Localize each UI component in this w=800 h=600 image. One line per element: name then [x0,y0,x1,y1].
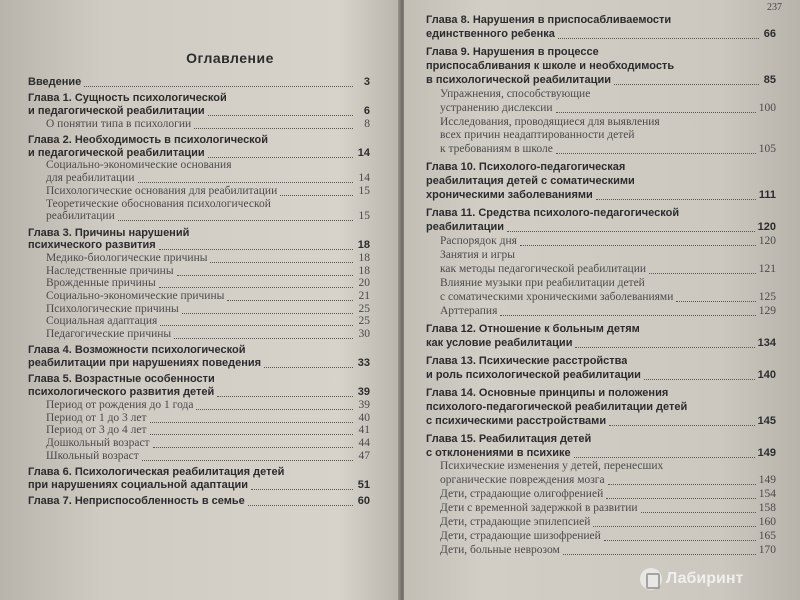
toc-entry-text: и роль психологической реабилитации [426,368,641,381]
toc-entry-page: 111 [758,189,776,202]
leader-dots [280,194,353,196]
toc-entry-page: 125 [758,290,776,303]
toc-entry [46,210,370,223]
leader-dots [604,539,756,541]
leader-dots [609,424,755,426]
toc-entry-text: Социально-экономические основания [46,159,232,172]
toc-entry-text: О понятии типа в психологии [46,117,192,130]
toc-entry-text: Теоретические обоснования психологической [46,197,271,210]
toc-entry-page: 66 [763,27,776,40]
toc-entry-text: Влияние музыки при реабилитации детей [440,276,645,289]
toc-entry-text: всех причин неадаптированности детей [440,129,635,142]
toc-entry-text: Психологические основания для реабилитации [46,184,278,197]
toc-entry-text: Дети, страдающие шизофренией [440,529,601,542]
toc-entry-page: 120 [757,221,776,234]
toc-entry-text: Введение [28,76,82,88]
leader-dots [142,459,353,461]
toc-entry-page: 3 [363,76,370,88]
toc-entry-text: Врожденные причины [46,277,156,290]
toc-entry-text: Глава 1. Сущность психологической [28,92,227,105]
toc-entry-text: Наследственные причины [46,264,174,277]
toc-entry-text: Дети с временной задержкой в развитии [440,502,638,515]
leader-dots [150,433,353,435]
leader-dots [208,114,353,116]
toc-entry [440,488,776,501]
toc-entry-text: Исследования, проводящиеся для выявления [440,115,660,128]
toc-entry [46,412,370,425]
running-head-page-number: 237 [767,2,782,13]
toc-entry-text: для реабилитации [46,172,135,185]
toc-entry [426,161,776,174]
leader-dots [182,312,353,314]
toc-entry-page: 140 [757,368,776,381]
labirint-logo-icon [640,568,662,590]
toc-entry [28,105,370,118]
toc-entry-text: к требованиям в школе [440,143,553,156]
toc-entry-page: 6 [363,105,370,117]
toc-entry-text: Психические изменения у детей, перенесших [440,460,664,473]
toc-entry-page: 15 [358,210,370,223]
toc-entry-text: с психическими расстройствами [426,414,607,427]
leader-dots [194,127,353,129]
leader-dots [208,156,353,158]
leader-dots [574,456,755,458]
toc-entry-page: 39 [358,398,370,411]
toc-entry-page: 15 [358,184,370,197]
toc-entry [426,323,776,336]
toc-entry-page: 18 [358,264,370,277]
toc-entry-text: Период от 1 до 3 лет [46,411,147,424]
toc-entry [440,129,776,142]
toc-entry [426,60,776,73]
leader-dots [159,286,353,288]
toc-entry [46,315,370,328]
toc-entry [46,198,370,211]
toc-entry-text: Педагогические причины [46,328,172,341]
toc-entry-text: Глава 3. Причины нарушений [28,226,190,239]
toc-entry [440,277,776,290]
leader-dots [649,272,756,274]
toc-entry-text: Глава 15. Реабилитация детей [426,432,592,445]
toc-entry-text: Период от рождения до 1 года [46,398,194,411]
toc-entry-text: Дети, страдающие олигофренией [440,488,604,501]
toc-entry-page: 21 [358,290,370,302]
toc-entry [46,159,370,172]
toc-entry [28,227,370,240]
toc-entry [440,263,776,276]
toc-entry-page: 25 [358,302,370,315]
toc-entry-text: Медико-биологические причины [46,251,208,264]
toc-entry-page: 39 [357,386,370,399]
toc-entry [46,437,370,450]
leader-dots [210,261,353,263]
leader-dots [596,198,756,200]
toc-entry [28,357,370,370]
toc-entry-page: 145 [757,414,776,427]
toc-entry-text: Глава 7. Неприспособленность в семье [28,494,245,507]
toc-entry [440,102,776,115]
toc-entry-page: 14 [358,172,370,185]
toc-entry [46,399,370,412]
toc-entry-page: 40 [358,411,370,424]
toc-entry [426,189,776,202]
watermark [640,568,743,590]
leader-dots [138,181,354,183]
toc-entry-page: 25 [358,315,370,328]
toc-entry [46,185,370,198]
toc-entry-page: 18 [358,251,370,264]
toc-entry-page: 8 [364,117,370,130]
toc-entry-page: 160 [758,516,776,528]
toc-entry [426,355,776,368]
toc-entry-text: Глава 8. Нарушения в приспосабливаемости [426,14,672,26]
toc-entry [46,172,370,185]
toc-entry-text: при нарушениях социальной адаптации [28,478,248,491]
toc-entry [28,92,370,105]
toc-entry-text: психолого-педагогической реабилитации детей [426,400,688,413]
toc-entry-text: Глава 11. Средства психолого-педагогической [426,207,680,220]
toc-entry-text: Глава 5. Возрастные особенности [28,373,215,386]
toc-entry-page: 20 [358,277,370,290]
toc-entry-text: в психологической реабилитации [426,73,611,86]
toc-entry [28,76,370,89]
toc-title: Оглавление [186,50,274,66]
toc-entry [440,143,776,156]
toc-entry-text: Занятия и игры [440,249,516,261]
toc-entry [28,373,370,386]
toc-entry-text: Глава 4. Возможности психологической [28,344,246,357]
toc-entry [426,387,776,400]
toc-entry-text: Глава 14. Основные принципы и положения [426,386,669,399]
toc-entry-page: 47 [358,449,370,462]
leader-dots [507,230,755,232]
toc-entry-text: реабилитации при нарушениях поведения [28,357,262,370]
leader-dots [644,378,755,380]
toc-entry-page: 33 [357,357,370,370]
leader-dots [264,366,353,368]
toc-entry-page: 154 [758,488,776,501]
leader-dots [608,483,756,485]
toc-entry-text: реабилитация детей с соматическими [426,175,635,188]
toc-entry-page: 149 [758,474,776,487]
toc-entry-text: приспосабливания к школе и необходимость [426,59,675,72]
leader-dots [563,553,756,555]
toc-entry [46,290,370,303]
right-page [404,0,800,600]
toc-entry-page: 41 [358,424,370,437]
toc-entry [426,447,776,460]
toc-entry-text: органические повреждения мозга [440,474,605,487]
toc-entry [440,291,776,304]
leader-dots [641,511,756,513]
leader-dots [251,488,353,490]
watermark-text: Лабиринт [666,570,744,587]
toc-entry-page: 129 [758,304,776,317]
toc-entry-page: 18 [357,239,370,252]
toc-entry [440,235,776,248]
toc-entry [440,88,776,101]
toc-entry-text: Дети, больные неврозом [440,543,560,556]
toc-entry-text: единственного ребенка [426,27,555,40]
toc-entry [440,474,776,487]
toc-entry [426,415,776,428]
toc-entry-text: и педагогической реабилитации [28,105,205,117]
toc-entry [28,479,370,492]
toc-entry-text: реабилитации [46,210,115,223]
toc-entry [46,277,370,290]
toc-entry [46,303,370,316]
leader-dots [118,219,353,221]
toc-entry [440,544,776,557]
toc-entry-text: с соматическими хроническими заболеваниями [440,290,674,303]
toc-entry-text: с отклонениями в психике [426,446,571,459]
toc-entry [426,207,776,220]
toc-entry [426,337,776,350]
toc-entry-text: Распорядок дня [440,235,517,248]
leader-dots [153,446,353,448]
toc-entry [28,239,370,252]
toc-entry [28,344,370,357]
toc-entry-page: 100 [758,101,776,114]
toc-entry [440,460,776,473]
toc-entry-text: Дети, страдающие эпилепсией [440,516,591,528]
toc-entry-text: Глава 13. Психические расстройства [426,354,628,367]
toc-entry [28,495,370,508]
leader-dots [593,525,755,527]
toc-entry-text: хроническими заболеваниями [426,189,593,202]
toc-entry-text: психического развития [28,239,156,252]
toc-entry [28,386,370,399]
toc-entry [46,265,370,278]
leader-dots [177,274,353,276]
leader-dots [575,346,754,348]
toc-entry-text: Арттерапия [440,304,498,317]
toc-entry [440,502,776,515]
toc-entry-text: Психологические причины [46,302,179,315]
toc-entry [440,530,776,543]
leader-dots [248,504,353,506]
leader-dots [159,248,353,250]
leader-dots [556,111,756,113]
toc-entry-text: Глава 12. Отношение к больным детям [426,322,640,335]
toc-entry-page: 149 [757,446,776,459]
toc-entry-text: Дошкольный возраст [46,436,150,449]
leader-dots [558,37,759,39]
toc-entry [426,175,776,188]
toc-entry-text: реабилитации [426,221,505,234]
toc-entry [440,249,776,262]
toc-entry [46,252,370,265]
toc-entry [440,305,776,318]
toc-entry-text: как условие реабилитации [426,336,573,349]
toc-entry-text: Глава 10. Психолого-педагогическая [426,161,626,174]
toc-entry [46,424,370,437]
toc-entry-page: 120 [758,235,776,248]
toc-entry-text: и педагогической реабилитации [28,146,205,159]
leader-dots [174,337,353,339]
toc-entry-text: Социальная адаптация [46,315,158,328]
toc-entry-page: 170 [758,543,776,556]
toc-entry-text: Глава 6. Психологическая реабилитация детей [28,465,285,478]
leader-dots [227,299,353,301]
leader-dots [84,85,353,87]
leader-dots [196,408,353,410]
toc-entry-text: психологического развития детей [28,386,215,399]
toc-entry-text: устранению дислексии [440,101,553,114]
toc-entry-text: Глава 2. Необходимость в психологической [28,134,269,146]
leader-dots [217,395,353,397]
toc-entry-page: 60 [357,494,370,507]
leader-dots [606,497,756,499]
toc-entry-page: 51 [357,478,370,491]
toc-entry-page: 14 [357,146,370,159]
toc-entry [28,134,370,147]
toc-entry-text: Школьный возраст [46,449,139,462]
toc-entry [46,450,370,463]
toc-entry-page: 44 [358,436,370,449]
leader-dots [150,421,353,423]
toc-entry-text: Упражнения, способствующие [440,87,591,100]
toc-entry-page: 105 [758,143,776,156]
toc-entry [426,28,776,41]
toc-entry-text: Глава 9. Нарушения в процессе [426,46,599,58]
toc-entry [440,516,776,529]
toc-entry [440,116,776,129]
toc-entry-page: 134 [757,336,776,349]
toc-entry [46,118,370,131]
toc-entry [426,14,776,27]
leader-dots [614,83,759,85]
toc-entry [426,401,776,414]
toc-entry-page: 85 [763,73,776,86]
toc-entry-page: 121 [758,262,776,275]
toc-entry [426,221,776,234]
toc-entry-page: 158 [758,502,776,515]
leader-dots [676,300,755,302]
toc-entry [46,328,370,341]
toc-entry [426,433,776,446]
toc-entry [28,147,370,160]
leader-dots [160,324,353,326]
leader-dots [556,152,756,154]
toc-entry [426,46,776,59]
toc-entry [426,369,776,382]
toc-entry-text: Социально-экономические причины [46,290,225,302]
leader-dots [500,314,755,316]
toc-entry [28,466,370,479]
toc-entry-page: 30 [358,328,370,341]
toc-entry-text: Период от 3 до 4 лет [46,424,147,437]
toc-entry [426,74,776,87]
toc-entry-text: как методы педагогической реабилитации [440,262,647,275]
toc-entry-page: 165 [758,529,776,542]
leader-dots [520,244,756,246]
